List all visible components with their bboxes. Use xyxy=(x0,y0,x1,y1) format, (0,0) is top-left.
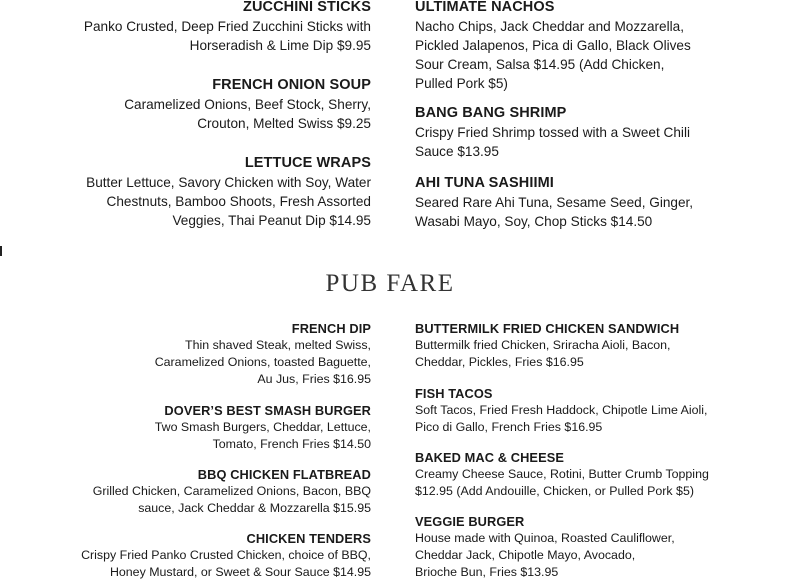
item-description: Soft Tacos, Fried Fresh Haddock, Chipotle Lime Aioli, Pico di Gallo, French Fries $16.95 xyxy=(415,403,708,434)
item-name: CHICKEN TENDERS xyxy=(246,531,371,546)
item-description: Two Smash Burgers, Cheddar, Lettuce, Tomato, French Fries $14.50 xyxy=(154,420,371,451)
item-description: Buttermilk fried Chicken, Sriracha Aioli, Bacon, Cheddar, Pickles, Fries $16.95 xyxy=(415,338,671,369)
menu-item-ultimate-nachos xyxy=(415,0,755,93)
item-name: ULTIMATE NACHOS xyxy=(415,0,555,15)
margin-mark xyxy=(0,246,2,256)
item-name: FRENCH DIP xyxy=(291,321,371,336)
menu-item-french-dip xyxy=(31,320,371,388)
item-description: Seared Rare Ahi Tuna, Sesame Seed, Ginger, Wasabi Mayo, Soy, Chop Sticks $14.50 xyxy=(415,195,694,229)
section-heading-pub-fare: PUB FARE xyxy=(325,270,455,297)
menu-item-smash-burger xyxy=(31,402,371,453)
item-name: LETTUCE WRAPS xyxy=(244,155,371,171)
item-name: FRENCH ONION SOUP xyxy=(212,77,371,93)
menu-item-lettuce-wraps xyxy=(31,154,371,230)
item-description: Thin shaved Steak, melted Swiss, Caramelized Onions, toasted Baguette, Au Jus, Fries $16.95 xyxy=(154,338,371,386)
menu-item-buttermilk-chicken-sandwich xyxy=(415,320,795,371)
item-name: ZUCCHINI STICKS xyxy=(243,0,371,15)
item-description: Caramelized Onions, Beef Stock, Sherry, Crouton, Melted Swiss $9.25 xyxy=(124,97,371,131)
menu-item-veggie-burger xyxy=(415,513,795,581)
item-name: BBQ CHICKEN FLATBREAD xyxy=(197,467,371,482)
item-name: VEGGIE BURGER xyxy=(415,514,525,529)
item-description: Crispy Fried Shrimp tossed with a Sweet Chili Sauce $13.95 xyxy=(415,125,690,159)
menu-item-bang-bang-shrimp xyxy=(415,104,755,161)
item-description: House made with Quinoa, Roasted Cauliflower, Cheddar Jack, Chipotle Mayo, Avocado, Brioche Bun, Fries $13.95 xyxy=(415,531,675,579)
menu-item-baked-mac-cheese xyxy=(415,449,795,500)
item-name: DOVER’S BEST SMASH BURGER xyxy=(164,403,371,418)
item-description: Grilled Chicken, Caramelized Onions, Bacon, BBQ sauce, Jack Cheddar & Mozzarella $15.95 xyxy=(92,484,371,515)
menu-item-bbq-chicken-flatbread xyxy=(31,466,371,517)
item-name: BUTTERMILK FRIED CHICKEN SANDWICH xyxy=(415,321,680,336)
item-name: AHI TUNA SASHIIMI xyxy=(415,175,554,191)
menu-item-chicken-tenders xyxy=(31,530,371,581)
item-name: BAKED MAC & CHEESE xyxy=(415,450,564,465)
menu-item-french-onion-soup xyxy=(31,76,371,133)
item-description: Crispy Fried Panko Crusted Chicken, choice of BBQ, Honey Mustard, or Sweet & Sour Sauce $14.95 xyxy=(81,548,371,579)
item-name: FISH TACOS xyxy=(415,386,493,401)
menu-item-zucchini-sticks xyxy=(31,0,371,55)
menu-item-fish-tacos xyxy=(415,385,795,436)
item-description: Panko Crusted, Deep Fried Zucchini Sticks with Horseradish & Lime Dip $9.95 xyxy=(83,19,371,53)
item-description: Butter Lettuce, Savory Chicken with Soy, Water Chestnuts, Bamboo Shoots, Fresh Assorted Veggies, Thai Peanut Dip $14.95 xyxy=(86,175,371,228)
item-name: BANG BANG SHRIMP xyxy=(415,105,567,121)
item-description: Creamy Cheese Sauce, Rotini, Butter Crumb Topping $12.95 (Add Andouille, Chicken, or Pulled Pork $5) xyxy=(415,467,709,498)
item-description: Nacho Chips, Jack Cheddar and Mozzarella, Pickled Jalapenos, Pica di Gallo, Black Olives Sour Cream, Salsa $14.95 (Add Chicken, Pulled Pork $5) xyxy=(415,19,691,91)
menu-item-ahi-tuna-sashimi xyxy=(415,174,755,231)
